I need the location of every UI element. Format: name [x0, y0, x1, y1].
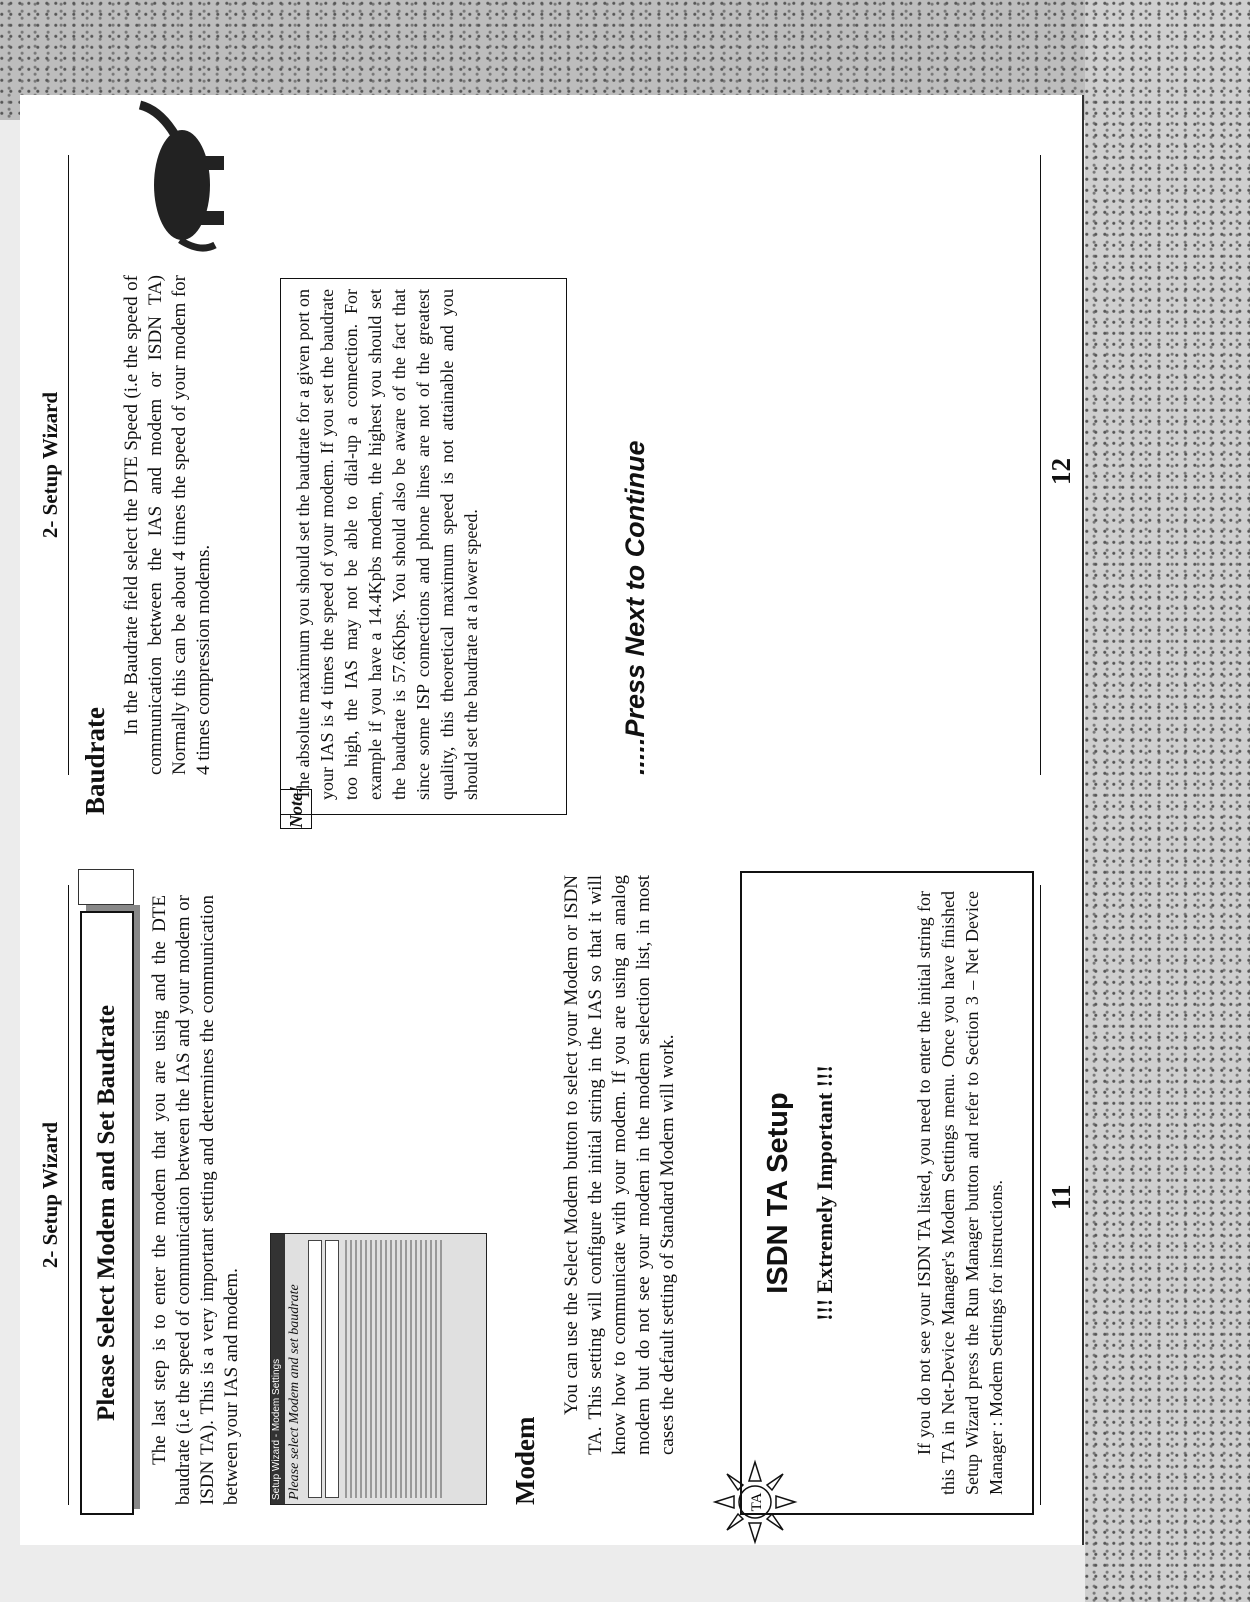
isdn-paragraph: If you do not see your ISDN TA listed, you need to enter the initial string for this TA in Net-Device Manager's Modem Settings menu. Once you have finished Setup Wizard press the Run Manager button and refer to Section 3 – Net Device Manager : Modem Settings for instructions.: [914, 891, 1006, 1495]
sun-label: TA: [749, 1492, 765, 1512]
modem-heading: Modem: [510, 1416, 540, 1505]
continue-prompt: .....Press Next to Continue: [620, 440, 650, 775]
note-label: Note!: [280, 789, 312, 829]
footer-rule: [1040, 885, 1041, 1505]
running-head: 2- Setup Wizard: [38, 391, 62, 539]
footer-rule: [1040, 155, 1041, 775]
screenshot-help-text: [345, 1240, 445, 1498]
modem-paragraph: You can use the Select Modem button to select your Modem or ISDN TA. This setting will configure the initial string in the IAS so that it will know how to communicate with your modem. If you are using an analog modem but do not see your modem in the modem selection list, in most cases the default setting of Standard Modem will work.: [561, 875, 678, 1455]
header-rule: [68, 885, 69, 1505]
scan-border-right: [1085, 0, 1250, 1602]
screenshot-modem-field: [308, 1240, 322, 1498]
scanned-page: [20, 95, 1082, 1545]
baudrate-paragraph: In the Baudrate field select the DTE Speed (i.e the speed of communication between the IAS and modem or ISDN TA) Normally this can be about 4 times the speed of your modem for 4 times compression modems.: [121, 275, 214, 775]
note-paragraph: The absolute maximum you should set the baudrate for a given port on your IAS is 4 times the speed of your modem. If you set the baudrate too high, the IAS may not be able to dial-up a connection. For example if you have a 14.4Kpbs modem, the highest you should set the baudrate is 57.6Kbps. You should also be aware of the fact that since some ISP connections and phone lines are not of the greatest quality, this theoretical maximum speed is not attainable and you should set the baudrate at a lower speed.: [293, 289, 481, 800]
corner-badge: [78, 869, 134, 905]
note-callout: [280, 278, 567, 815]
page-number: 11: [1046, 1184, 1076, 1210]
ta-sun-icon: [710, 1457, 800, 1547]
screenshot-titlebar: Setup Wizard - Modem Settings: [271, 1234, 285, 1504]
isdn-title: ISDN TA Setup: [762, 1092, 794, 1294]
page-number: 12: [1046, 458, 1076, 485]
section-title-box: Please Select Modem and Set Baudrate: [80, 911, 134, 1515]
running-head: 2- Setup Wizard: [38, 1121, 62, 1269]
header-rule: [68, 155, 69, 775]
baudrate-heading: Baudrate: [80, 707, 110, 815]
intro-paragraph: The last step is to enter the modem that you are using and the DTE baudrate (i.e the speed of communication between the IAS and your modem or ISDN TA). This is a very important setting and determines the communication between your IAS and modem.: [149, 895, 242, 1505]
page-11: [20, 845, 1082, 1545]
isdn-subtitle: !!! Extremely Important !!!: [812, 1065, 837, 1321]
screenshot-caption: Please select Modem and set baudrate: [287, 1284, 302, 1500]
setup-wizard-screenshot: [270, 1233, 487, 1505]
isdn-ta-callout: [740, 871, 1034, 1515]
page-12: [20, 115, 1082, 828]
dinosaur-illustration-icon: [120, 95, 230, 255]
screenshot-baud-field: [325, 1240, 339, 1498]
rotated-spread: [20, 95, 1082, 1545]
